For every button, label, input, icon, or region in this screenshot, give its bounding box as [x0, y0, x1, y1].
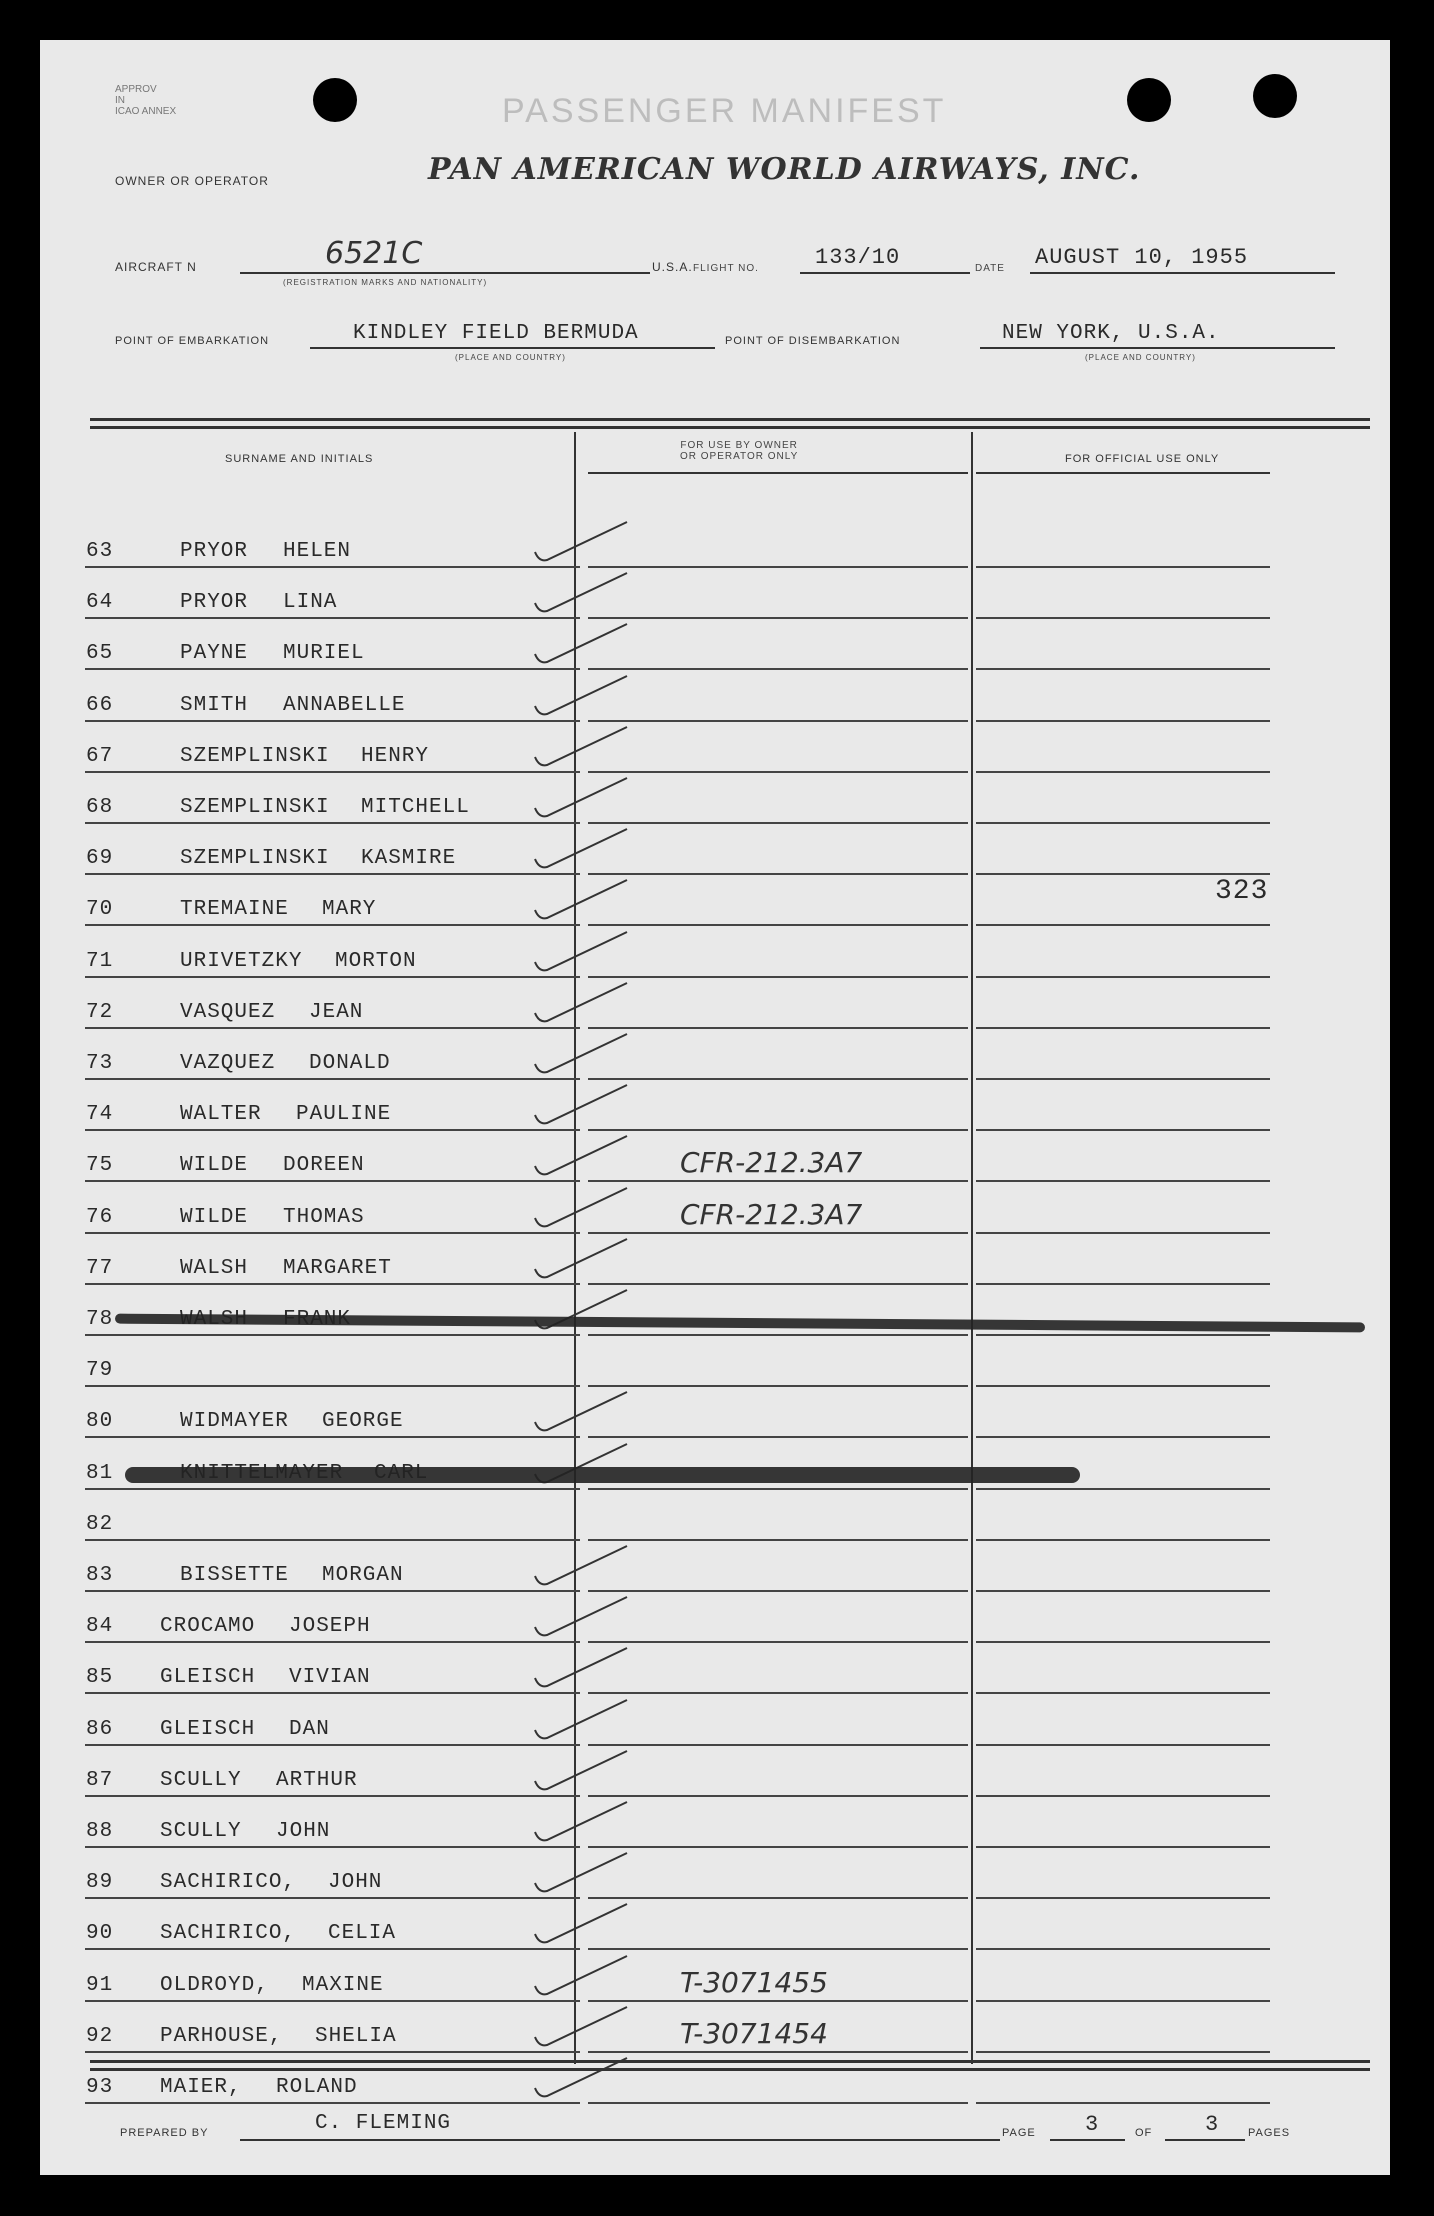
- passenger-given-name: JOSEPH: [289, 1615, 371, 1638]
- check-mark-icon: [527, 1589, 637, 1643]
- row-underline: [588, 617, 968, 619]
- row-underline: [85, 2102, 580, 2104]
- row-underline: [976, 1692, 1270, 1694]
- passenger-given-name: VIVIAN: [289, 1666, 371, 1689]
- row-underline: [588, 1590, 968, 1592]
- owner-label: OWNER OR OPERATOR: [115, 174, 269, 188]
- row-underline: [588, 1846, 968, 1848]
- row-underline: [85, 2051, 580, 2053]
- passenger-given-name: GEORGE: [322, 1410, 404, 1433]
- row-underline: [588, 1078, 968, 1080]
- row-underline: [85, 2000, 580, 2002]
- passenger-surname: TREMAINE: [180, 898, 289, 921]
- row-number: 69: [86, 847, 114, 870]
- row-underline: [976, 1539, 1270, 1541]
- row-underline: [976, 1795, 1270, 1797]
- passenger-surname: PRYOR: [180, 540, 249, 563]
- row-number: 76: [86, 1206, 114, 1229]
- embark-caption: (PLACE AND COUNTRY): [455, 353, 566, 362]
- row-number: 71: [86, 950, 114, 973]
- row-number: 91: [86, 1974, 114, 1997]
- prepared-value: C. FLEMING: [315, 2112, 452, 2135]
- row-underline: [85, 1539, 580, 1541]
- passenger-given-name: KASMIRE: [361, 847, 457, 870]
- check-mark-icon: [527, 1845, 637, 1899]
- check-mark-icon: [527, 1384, 637, 1438]
- punch-hole-right-2: [1253, 74, 1297, 118]
- check-mark-icon: [527, 514, 637, 568]
- check-mark-icon: [527, 1077, 637, 1131]
- row-underline: [588, 1692, 968, 1694]
- prepared-label: PREPARED BY: [120, 2127, 209, 2139]
- date-value: AUGUST 10, 1955: [1035, 245, 1249, 270]
- row-underline: [588, 924, 968, 926]
- row-underline: [588, 1027, 968, 1029]
- passenger-surname: BISSETTE: [180, 1564, 289, 1587]
- row-underline: [976, 2000, 1270, 2002]
- check-mark-icon: [527, 2050, 637, 2104]
- table-row: [40, 540, 1390, 590]
- row-underline: [976, 1283, 1270, 1285]
- check-mark-icon: [527, 668, 637, 722]
- passenger-given-name: ROLAND: [276, 2076, 358, 2099]
- row-underline: [588, 822, 968, 824]
- row-underline: [976, 1641, 1270, 1643]
- bottom-rule: [90, 2060, 1370, 2063]
- row-number: 89: [86, 1871, 114, 1894]
- row-underline: [976, 1436, 1270, 1438]
- row-underline: [85, 1744, 580, 1746]
- row-underline: [588, 771, 968, 773]
- row-underline: [976, 1846, 1270, 1848]
- row-underline: [976, 1129, 1270, 1131]
- passenger-surname: OLDROYD,: [160, 1974, 269, 1997]
- passenger-given-name: DAN: [289, 1718, 330, 1741]
- row-underline: [85, 668, 580, 670]
- row-underline: [976, 1948, 1270, 1950]
- row-underline: [85, 720, 580, 722]
- punch-hole-right-1: [1127, 78, 1171, 122]
- passenger-given-name: MAXINE: [302, 1974, 384, 1997]
- table-row: [40, 591, 1390, 641]
- row-underline: [85, 1334, 580, 1336]
- row-underline: [85, 1948, 580, 1950]
- passenger-surname: PRYOR: [180, 591, 249, 614]
- strike-through-82: [125, 1467, 1080, 1483]
- disembark-label: POINT OF DISEMBARKATION: [725, 335, 901, 347]
- table-row: [40, 1513, 1390, 1563]
- table-row: [40, 876, 1390, 948]
- row-underline: [588, 1744, 968, 1746]
- of-value: 3: [1205, 2112, 1220, 2137]
- manifest-page: [40, 40, 1390, 2175]
- row-underline: [976, 771, 1270, 773]
- owner-note: CFR-212.3A7: [680, 1146, 863, 1179]
- row-underline: [85, 1385, 580, 1387]
- check-mark-icon: [527, 1180, 637, 1234]
- table-row: [40, 1922, 1390, 1972]
- check-mark-icon: [527, 1999, 637, 2053]
- row-number: 93: [86, 2076, 114, 2099]
- check-mark-icon: [527, 565, 637, 619]
- passenger-surname: WIDMAYER: [180, 1410, 289, 1433]
- row-underline: [588, 1795, 968, 1797]
- row-underline: [588, 873, 968, 875]
- row-underline: [588, 720, 968, 722]
- table-row: [40, 1871, 1390, 1921]
- table-row: [40, 1410, 1390, 1460]
- row-underline: [588, 566, 968, 568]
- row-number: 77: [86, 1257, 114, 1280]
- row-underline: [976, 2051, 1270, 2053]
- row-number: 75: [86, 1154, 114, 1177]
- row-underline: [85, 873, 580, 875]
- row-underline: [976, 566, 1270, 568]
- row-underline: [976, 822, 1270, 824]
- row-underline: [976, 1078, 1270, 1080]
- check-mark-icon: [527, 975, 637, 1029]
- row-underline: [588, 668, 968, 670]
- row-underline: [588, 2000, 968, 2002]
- pages-label: PAGES: [1248, 2127, 1291, 2139]
- passenger-surname: VASQUEZ: [180, 1001, 276, 1024]
- passenger-given-name: MORTON: [335, 950, 417, 973]
- check-mark-icon: [527, 872, 637, 926]
- check-mark-icon: [527, 1948, 637, 2002]
- passenger-given-name: DONALD: [309, 1052, 391, 1075]
- row-underline: [976, 720, 1270, 722]
- check-mark-icon: [527, 821, 637, 875]
- passenger-surname: GLEISCH: [160, 1718, 256, 1741]
- row-number: 73: [86, 1052, 114, 1075]
- form-title: PASSENGER MANIFEST: [502, 92, 947, 130]
- row-number: 88: [86, 1820, 114, 1843]
- row-number: 63: [86, 540, 114, 563]
- table-row: [40, 642, 1390, 692]
- row-number: 83: [86, 1564, 114, 1587]
- check-mark-icon: [527, 1538, 637, 1592]
- passenger-given-name: MARY: [322, 898, 377, 921]
- column-official-header: FOR OFFICIAL USE ONLY: [1065, 453, 1220, 465]
- check-mark-icon: [527, 1896, 637, 1950]
- row-number: 65: [86, 642, 114, 665]
- row-underline: [976, 1027, 1270, 1029]
- row-number: 86: [86, 1718, 114, 1741]
- page-label: PAGE: [1002, 2127, 1036, 2139]
- row-number: 87: [86, 1769, 114, 1792]
- row-underline: [976, 1897, 1270, 1899]
- owner-note: CFR-212.3A7: [680, 1198, 863, 1231]
- punch-hole-left: [313, 78, 357, 122]
- company-name: PAN AMERICAN WORLD AIRWAYS, INC.: [428, 152, 1141, 187]
- row-underline: [85, 1436, 580, 1438]
- flight-label: FLIGHT NO.: [693, 263, 759, 274]
- table-row: [40, 1198, 1390, 1256]
- row-number: 78: [86, 1308, 114, 1331]
- check-mark-icon: [527, 1231, 637, 1285]
- disembark-caption: (PLACE AND COUNTRY): [1085, 353, 1196, 362]
- row-underline: [588, 1129, 968, 1131]
- passenger-surname: WALSH: [180, 1257, 249, 1280]
- row-underline: [976, 617, 1270, 619]
- row-underline: [85, 1232, 580, 1234]
- row-underline: [588, 1180, 968, 1182]
- column-surname-header: SURNAME AND INITIALS: [225, 453, 374, 465]
- row-underline: [85, 1027, 580, 1029]
- table-row: [40, 950, 1390, 1000]
- check-mark-icon: [527, 1640, 637, 1694]
- row-underline: [588, 2051, 968, 2053]
- row-underline: [85, 822, 580, 824]
- check-mark-icon: [527, 770, 637, 824]
- passenger-given-name: CELIA: [328, 1922, 397, 1945]
- table-row: [40, 1564, 1390, 1614]
- aircraft-label: AIRCRAFT N: [115, 260, 197, 274]
- passenger-surname: VAZQUEZ: [180, 1052, 276, 1075]
- passenger-surname: SZEMPLINSKI: [180, 847, 330, 870]
- check-mark-icon: [527, 1128, 637, 1182]
- check-mark-icon: [527, 616, 637, 670]
- row-underline: [588, 1385, 968, 1387]
- passenger-surname: SCULLY: [160, 1820, 242, 1843]
- usa-label: U.S.A.: [652, 260, 693, 274]
- passenger-surname: MAIER,: [160, 2076, 242, 2099]
- row-underline: [85, 976, 580, 978]
- passenger-surname: SZEMPLINSKI: [180, 745, 330, 768]
- check-mark-icon: [527, 1692, 637, 1746]
- passenger-surname: GLEISCH: [160, 1666, 256, 1689]
- row-number: 79: [86, 1359, 114, 1382]
- check-mark-icon: [527, 719, 637, 773]
- passenger-surname: PAYNE: [180, 642, 249, 665]
- row-underline: [85, 1846, 580, 1848]
- row-underline: [85, 1897, 580, 1899]
- page-value: 3: [1085, 2112, 1100, 2137]
- passenger-surname: SACHIRICO,: [160, 1871, 297, 1894]
- table-row: [40, 1001, 1390, 1051]
- aircraft-value: 6521C: [325, 236, 423, 271]
- table-row: [40, 745, 1390, 795]
- row-underline: [588, 1488, 968, 1490]
- passenger-given-name: MURIEL: [283, 642, 365, 665]
- passenger-given-name: THOMAS: [283, 1206, 365, 1229]
- passenger-given-name: PAULINE: [296, 1103, 392, 1126]
- table-row: [40, 1146, 1390, 1204]
- row-underline: [588, 1232, 968, 1234]
- owner-note: T-3071454: [680, 2017, 828, 2050]
- of-label: OF: [1135, 2127, 1153, 2139]
- table-row: [40, 694, 1390, 744]
- row-underline: [85, 1488, 580, 1490]
- passenger-given-name: JOHN: [328, 1871, 383, 1894]
- passenger-surname: URIVETZKY: [180, 950, 303, 973]
- row-number: 66: [86, 694, 114, 717]
- row-underline: [85, 1180, 580, 1182]
- row-underline: [976, 1180, 1270, 1182]
- check-mark-icon: [527, 1282, 637, 1336]
- passenger-given-name: ANNABELLE: [283, 694, 406, 717]
- passenger-surname: SMITH: [180, 694, 249, 717]
- row-underline: [85, 1641, 580, 1643]
- top-rule: [90, 418, 1370, 421]
- row-underline: [85, 1283, 580, 1285]
- row-underline: [976, 924, 1270, 926]
- passenger-given-name: DOREEN: [283, 1154, 365, 1177]
- row-underline: [85, 924, 580, 926]
- check-mark-icon: [527, 1026, 637, 1080]
- check-mark-icon: [527, 1794, 637, 1848]
- row-underline: [85, 1795, 580, 1797]
- table-row: [40, 1820, 1390, 1870]
- passenger-surname: SACHIRICO,: [160, 1922, 297, 1945]
- row-number: 64: [86, 591, 114, 614]
- passenger-given-name: LINA: [283, 591, 338, 614]
- passenger-given-name: SHELIA: [315, 2025, 397, 2048]
- table-row: [40, 796, 1390, 846]
- row-number: 80: [86, 1410, 114, 1433]
- row-underline: [85, 1590, 580, 1592]
- passenger-surname: SCULLY: [160, 1769, 242, 1792]
- passenger-surname: PARHOUSE,: [160, 2025, 283, 2048]
- passenger-surname: CROCAMO: [160, 1615, 256, 1638]
- row-underline: [85, 1078, 580, 1080]
- table-row: [40, 1615, 1390, 1665]
- approval-text: APPROV IN ICAO ANNEX: [115, 84, 177, 117]
- passenger-given-name: HELEN: [283, 540, 352, 563]
- owner-note: T-3071455: [680, 1966, 828, 1999]
- row-underline: [976, 1232, 1270, 1234]
- row-number: 67: [86, 745, 114, 768]
- passenger-given-name: JEAN: [309, 1001, 364, 1024]
- passenger-given-name: HENRY: [361, 745, 430, 768]
- row-underline: [588, 1641, 968, 1643]
- row-underline: [85, 1692, 580, 1694]
- row-number: 72: [86, 1001, 114, 1024]
- row-underline: [976, 2102, 1270, 2104]
- row-number: 68: [86, 796, 114, 819]
- row-number: 74: [86, 1103, 114, 1126]
- row-underline: [85, 1129, 580, 1131]
- table-row: [40, 1718, 1390, 1768]
- passenger-surname: WILDE: [180, 1154, 249, 1177]
- passenger-given-name: JOHN: [276, 1820, 331, 1843]
- table-row: [40, 1359, 1390, 1409]
- passenger-given-name: ARTHUR: [276, 1769, 358, 1792]
- row-number: 85: [86, 1666, 114, 1689]
- row-underline: [976, 976, 1270, 978]
- row-underline: [588, 1948, 968, 1950]
- row-underline: [85, 771, 580, 773]
- row-number: 84: [86, 1615, 114, 1638]
- row-underline: [588, 976, 968, 978]
- row-underline: [85, 566, 580, 568]
- row-underline: [588, 1283, 968, 1285]
- row-underline: [588, 2102, 968, 2104]
- embark-value: KINDLEY FIELD BERMUDA: [353, 322, 639, 345]
- table-row: [40, 847, 1390, 897]
- date-label: DATE: [975, 263, 1005, 274]
- passenger-given-name: MARGARET: [283, 1257, 392, 1280]
- row-underline: [588, 1334, 968, 1336]
- row-underline: [85, 617, 580, 619]
- column-owner-header: FOR USE BY OWNER OR OPERATOR ONLY: [680, 440, 799, 462]
- row-underline: [976, 1334, 1270, 1336]
- row-number: 70: [86, 898, 114, 921]
- passenger-surname: WALTER: [180, 1103, 262, 1126]
- embark-label: POINT OF EMBARKATION: [115, 335, 270, 347]
- passenger-surname: SZEMPLINSKI: [180, 796, 330, 819]
- table-row: [40, 2076, 1390, 2126]
- disembark-value: NEW YORK, U.S.A.: [1002, 322, 1220, 345]
- table-row: [40, 1769, 1390, 1819]
- passenger-given-name: MORGAN: [322, 1564, 404, 1587]
- table-row: [40, 1666, 1390, 1716]
- row-underline: [976, 1744, 1270, 1746]
- check-mark-icon: [527, 1743, 637, 1797]
- row-number: 92: [86, 2025, 114, 2048]
- row-underline: [976, 873, 1270, 875]
- row-underline: [976, 1385, 1270, 1387]
- row-number: 82: [86, 1513, 114, 1536]
- table-row: [40, 1257, 1390, 1307]
- row-underline: [976, 1590, 1270, 1592]
- row-number: 90: [86, 1922, 114, 1945]
- passenger-surname: WILDE: [180, 1206, 249, 1229]
- row-underline: [976, 668, 1270, 670]
- passenger-given-name: MITCHELL: [361, 796, 470, 819]
- row-underline: [588, 1897, 968, 1899]
- row-underline: [976, 1488, 1270, 1490]
- row-underline: [588, 1436, 968, 1438]
- row-underline: [588, 1539, 968, 1541]
- table-row: [40, 1052, 1390, 1102]
- row-number: 81: [86, 1462, 114, 1485]
- registration-caption: (REGISTRATION MARKS AND NATIONALITY): [283, 278, 488, 287]
- check-mark-icon: [527, 924, 637, 978]
- official-note: 323: [1215, 876, 1269, 907]
- flight-value: 133/10: [815, 245, 901, 270]
